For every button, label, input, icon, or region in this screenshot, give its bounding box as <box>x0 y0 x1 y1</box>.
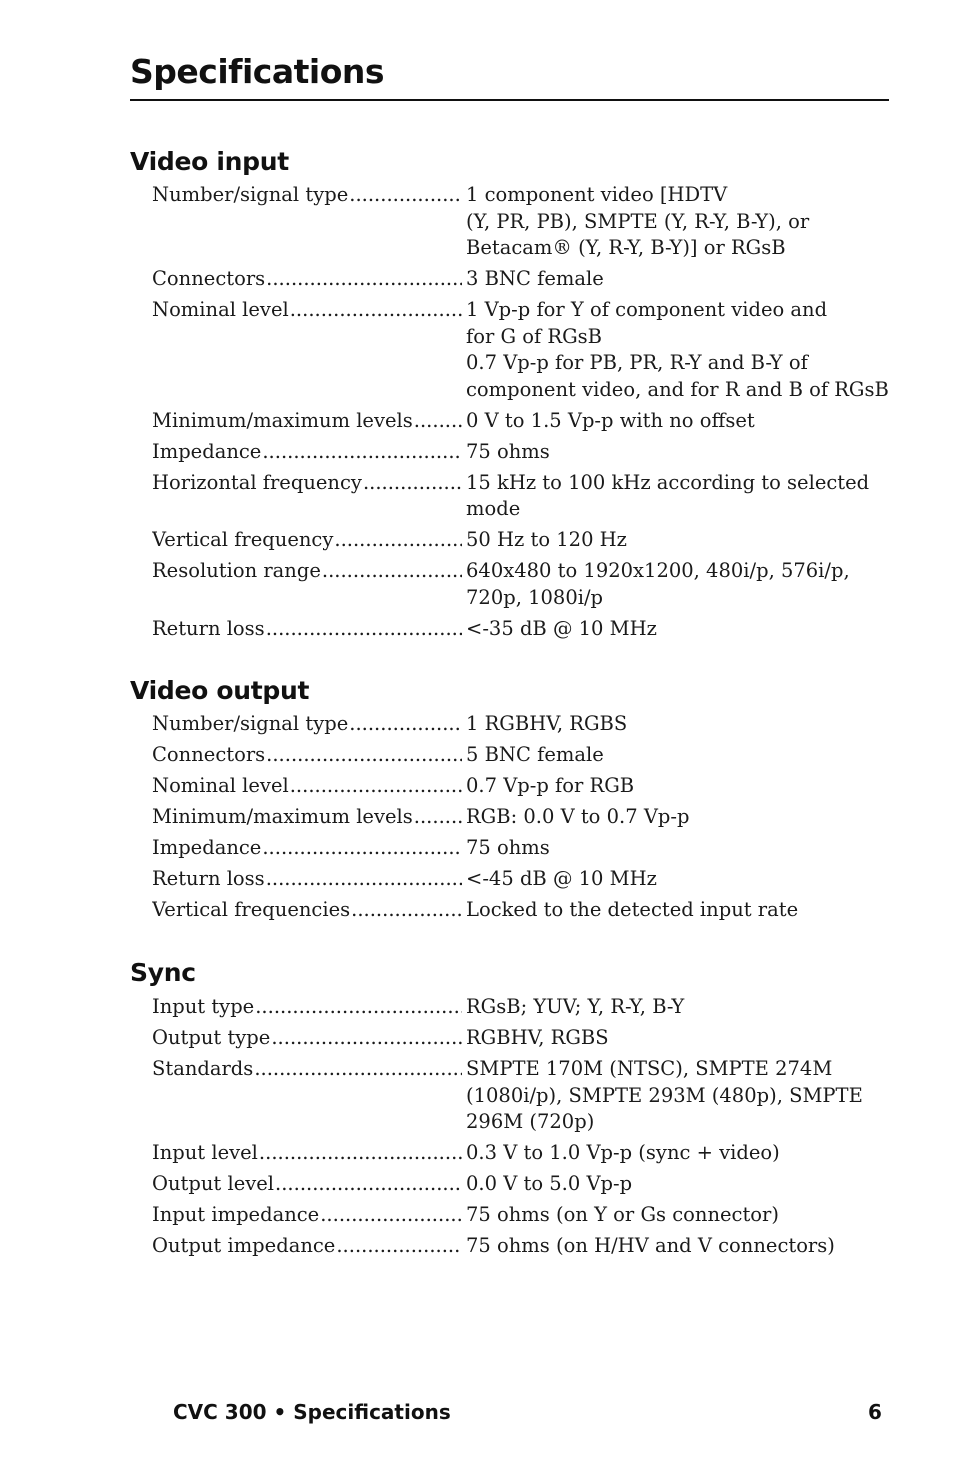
spec-label-text: Impedance <box>152 439 262 463</box>
spec-label-text: Input impedance <box>152 1203 320 1226</box>
spec-row <box>152 470 892 523</box>
spec-label-text: Horizontal frequency <box>152 470 362 494</box>
spec-value-line: <-45 dB @ 10 MHz <box>466 867 657 890</box>
dot-leader <box>262 439 462 466</box>
spec-value-line: 50 Hz to 120 Hz <box>466 528 627 551</box>
dot-leader <box>290 773 462 800</box>
spec-label <box>152 527 466 554</box>
spec-row <box>152 408 892 435</box>
section-heading-video-output: Video output <box>130 676 310 705</box>
spec-value-line: for G of RGsB <box>466 324 603 348</box>
spec-value <box>466 182 891 262</box>
spec-value <box>466 773 891 800</box>
spec-label-text: Resolution range <box>152 559 321 582</box>
spec-value-line: 75 ohms <box>466 836 550 859</box>
spec-label-text: Input level <box>152 1141 258 1164</box>
spec-row <box>152 897 892 924</box>
spec-label <box>152 1025 466 1052</box>
spec-value <box>466 1025 891 1052</box>
spec-label-text: Vertical frequencies <box>152 898 351 921</box>
spec-value-line: mode <box>466 497 521 520</box>
spec-value <box>466 297 891 403</box>
spec-value-line: 0.7 Vp-p for PB, PR, R-Y and B-Y of <box>466 351 808 374</box>
spec-label <box>152 439 466 466</box>
spec-label <box>152 470 466 523</box>
dot-leader <box>334 527 462 554</box>
spec-row <box>152 439 892 466</box>
spec-label <box>152 1171 466 1198</box>
spec-row <box>152 1140 892 1167</box>
spec-label <box>152 804 466 831</box>
dot-leader <box>349 182 462 262</box>
spec-label <box>152 835 466 862</box>
spec-value-line: <-35 dB @ 10 MHz <box>466 616 657 640</box>
spec-value-line: 75 ohms <box>466 439 550 463</box>
spec-value <box>466 266 891 293</box>
spec-value-line: SMPTE 170M (NTSC), SMPTE 274M <box>466 1057 833 1080</box>
spec-value-line: Betacam® (Y, R-Y, B-Y)] or RGsB <box>466 236 786 259</box>
spec-row <box>152 297 892 403</box>
spec-value-line: 75 ohms (on H/HV and V connectors) <box>466 1234 835 1257</box>
spec-value-line: 0.0 V to 5.0 Vp-p <box>466 1172 633 1195</box>
spec-row <box>152 266 892 293</box>
dot-leader <box>290 297 462 403</box>
page-title: Specifications <box>130 52 385 91</box>
spec-row <box>152 994 892 1021</box>
dot-leader <box>363 470 462 523</box>
spec-label-text: Standards <box>152 1057 254 1080</box>
dot-leader <box>351 897 462 924</box>
spec-value-line: (Y, PR, PB), SMPTE (Y, R-Y, B-Y), or <box>466 209 810 233</box>
spec-value-line: 75 ohms (on Y or Gs connector) <box>466 1203 779 1226</box>
spec-list-video-output <box>152 711 892 928</box>
dot-leader <box>320 1202 462 1229</box>
spec-label-text: Input type <box>152 995 255 1018</box>
spec-value-line: 640x480 to 1920x1200, 480i/p, 576i/p, <box>466 559 850 582</box>
spec-label-text: Return loss <box>152 867 265 890</box>
spec-value-line: 0 V to 1.5 Vp-p with no offset <box>466 408 755 432</box>
spec-value-line: 0.3 V to 1.0 Vp-p (sync + video) <box>466 1141 780 1164</box>
spec-label-text: Connectors <box>152 267 266 290</box>
spec-row <box>152 558 892 611</box>
spec-label-text: Impedance <box>152 836 262 859</box>
spec-label-text: Output type <box>152 1026 271 1049</box>
dot-leader <box>349 711 462 738</box>
spec-label <box>152 266 466 293</box>
spec-label <box>152 297 466 403</box>
spec-label <box>152 773 466 800</box>
spec-label <box>152 742 466 769</box>
dot-leader <box>322 558 462 611</box>
spec-value <box>466 1140 891 1167</box>
spec-value-line: RGBHV, RGBS <box>466 1026 609 1049</box>
spec-row <box>152 527 892 554</box>
dot-leader <box>414 804 462 831</box>
spec-value-line: component video, and for R and B of RGsB <box>466 377 889 401</box>
spec-value <box>466 835 891 862</box>
spec-label <box>152 994 466 1021</box>
spec-value <box>466 711 891 738</box>
spec-list-video-input <box>152 182 892 647</box>
spec-value <box>466 1171 891 1198</box>
title-divider <box>130 99 889 101</box>
spec-value-line: 3 BNC female <box>466 267 604 290</box>
dot-leader <box>266 866 462 893</box>
spec-label <box>152 616 466 643</box>
dot-leader <box>336 1233 462 1260</box>
spec-row <box>152 773 892 800</box>
spec-label-text: Minimum/maximum levels <box>152 408 413 432</box>
spec-label-text: Vertical frequency <box>152 528 334 551</box>
spec-label <box>152 897 466 924</box>
spec-value-line: RGsB; YUV; Y, R-Y, B-Y <box>466 995 685 1018</box>
section-heading-video-input: Video input <box>130 147 289 176</box>
spec-label-text: Return loss <box>152 616 265 640</box>
spec-value <box>466 616 891 643</box>
spec-value <box>466 866 891 893</box>
spec-label-text: Output impedance <box>152 1234 336 1257</box>
spec-value-line: 720p, 1080i/p <box>466 585 604 609</box>
dot-leader <box>259 1140 462 1167</box>
spec-label <box>152 408 466 435</box>
spec-value-line: 1 component video [HDTV <box>466 183 728 206</box>
spec-value <box>466 408 891 435</box>
spec-value-line: Locked to the detected input rate <box>466 898 799 921</box>
spec-label <box>152 1233 466 1260</box>
section-heading-sync: Sync <box>130 958 196 987</box>
spec-value <box>466 558 891 611</box>
spec-row <box>152 866 892 893</box>
spec-value <box>466 994 891 1021</box>
spec-value-line: 5 BNC female <box>466 743 604 766</box>
spec-label-text: Minimum/maximum levels <box>152 805 413 828</box>
spec-value-line: 0.7 Vp-p for RGB <box>466 774 635 797</box>
spec-value <box>466 742 891 769</box>
spec-label <box>152 1056 466 1136</box>
spec-value-line: 296M (720p) <box>466 1110 595 1133</box>
spec-label-text: Number/signal type <box>152 712 349 735</box>
dot-leader <box>266 616 462 643</box>
spec-value-line: (1080i/p), SMPTE 293M (480p), SMPTE <box>466 1083 863 1107</box>
spec-label <box>152 711 466 738</box>
spec-label <box>152 866 466 893</box>
spec-row <box>152 1202 892 1229</box>
dot-leader <box>266 266 462 293</box>
spec-label-text: Nominal level <box>152 774 289 797</box>
spec-row <box>152 804 892 831</box>
dot-leader <box>255 994 462 1021</box>
spec-value <box>466 1202 891 1229</box>
spec-row <box>152 835 892 862</box>
spec-label-text: Output level <box>152 1172 275 1195</box>
spec-value <box>466 1056 891 1136</box>
spec-row <box>152 182 892 262</box>
spec-value <box>466 470 891 523</box>
spec-row <box>152 1171 892 1198</box>
spec-value <box>466 804 891 831</box>
footer-page-number: 6 <box>868 1400 882 1424</box>
spec-value-line: 15 kHz to 100 kHz according to selected <box>466 470 870 494</box>
dot-leader <box>414 408 462 435</box>
dot-leader <box>266 742 462 769</box>
spec-value <box>466 1233 891 1260</box>
spec-row <box>152 711 892 738</box>
spec-row <box>152 1025 892 1052</box>
spec-value <box>466 439 891 466</box>
spec-row <box>152 616 892 643</box>
spec-row <box>152 1056 892 1136</box>
spec-row <box>152 742 892 769</box>
spec-label <box>152 1202 466 1229</box>
dot-leader <box>271 1025 462 1052</box>
spec-label <box>152 182 466 262</box>
spec-label <box>152 558 466 611</box>
dot-leader <box>275 1171 462 1198</box>
spec-label-text: Connectors <box>152 743 266 766</box>
spec-row <box>152 1233 892 1260</box>
spec-label <box>152 1140 466 1167</box>
spec-value-line: 1 Vp-p for Y of component video and <box>466 298 828 321</box>
spec-label-text: Number/signal type <box>152 183 349 206</box>
footer-document-title: CVC 300 • Specifications <box>173 1400 451 1424</box>
dot-leader <box>262 835 462 862</box>
dot-leader <box>254 1056 462 1136</box>
spec-value-line: 1 RGBHV, RGBS <box>466 712 628 735</box>
spec-label-text: Nominal level <box>152 298 289 321</box>
spec-value-line: RGB: 0.0 V to 0.7 Vp-p <box>466 805 690 828</box>
spec-value <box>466 527 891 554</box>
spec-list-sync <box>152 994 892 1264</box>
spec-value <box>466 897 891 924</box>
